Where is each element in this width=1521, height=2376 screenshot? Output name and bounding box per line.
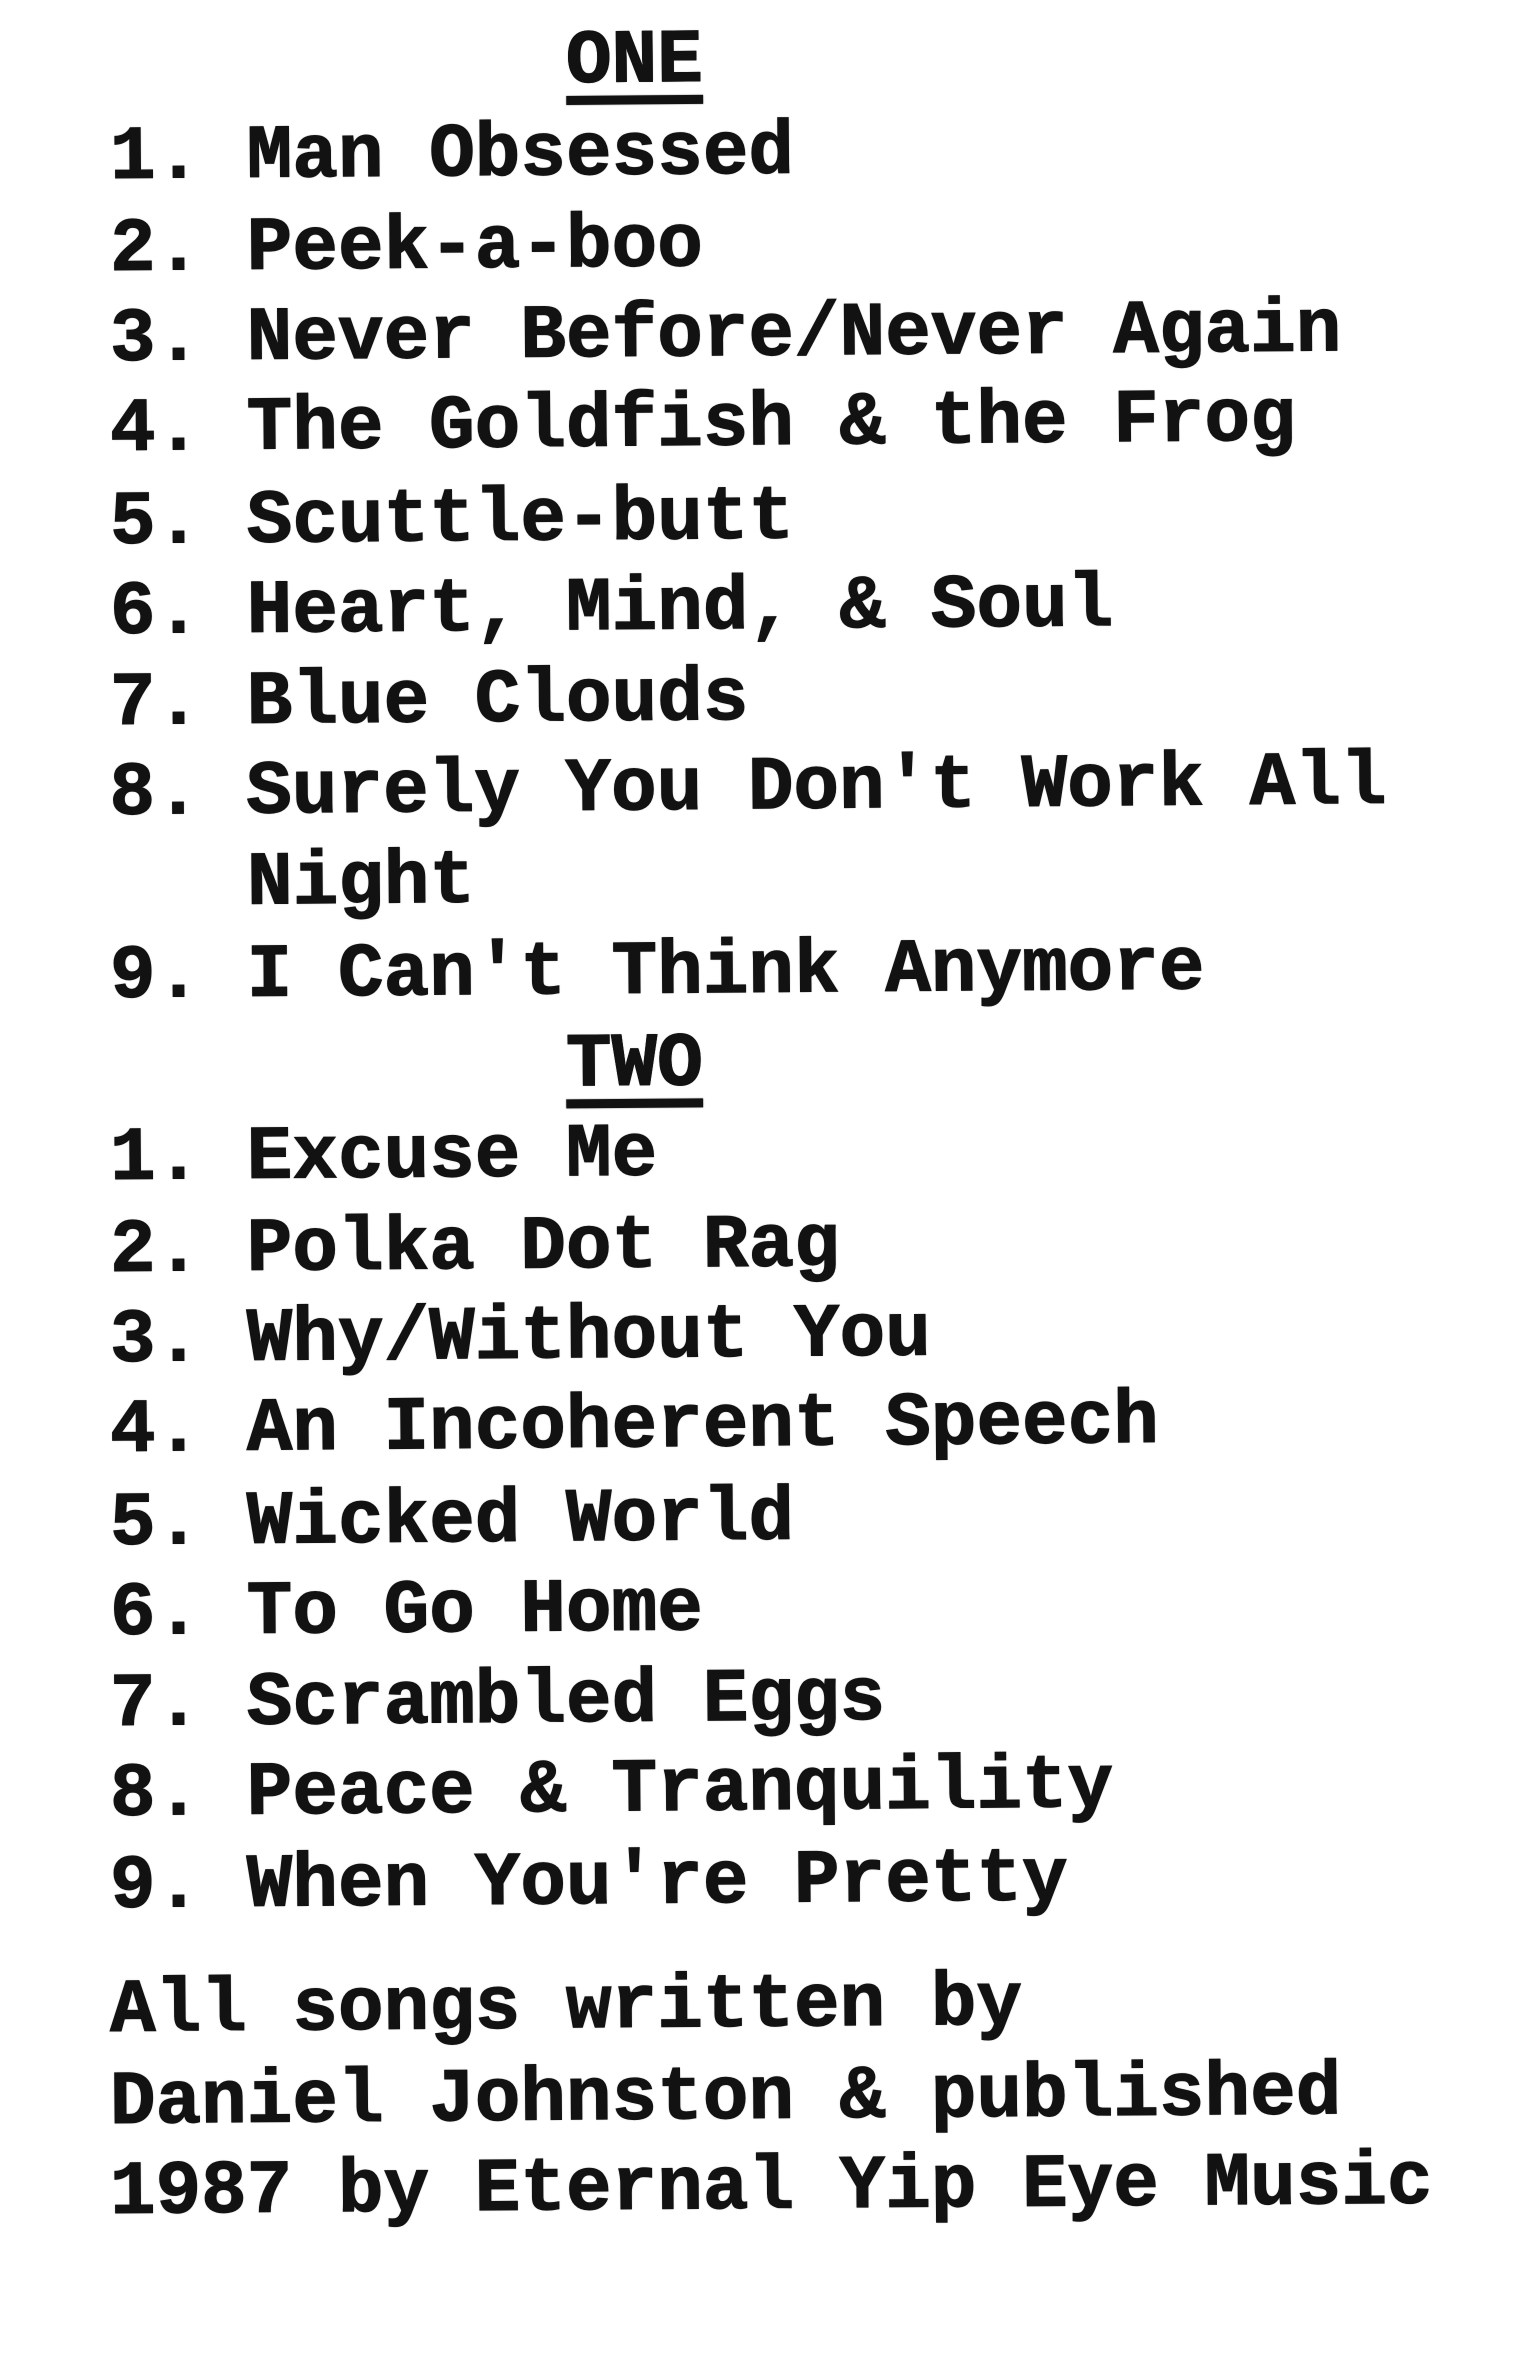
side-two-heading-row [110, 1013, 1521, 1115]
track-number: 4. [109, 386, 202, 473]
track-row [110, 1374, 1521, 1477]
track-title: Peace & Tranquility [246, 1743, 1114, 1837]
track-number: 4. [109, 1387, 202, 1474]
track-number: 6. [109, 1570, 202, 1657]
track-title: Polka Dot Rag [246, 1202, 840, 1293]
track-title: Scuttle-butt [246, 474, 795, 565]
track-number: 7. [109, 660, 202, 747]
track-row [110, 1468, 1521, 1570]
side-two-track-list [109, 1111, 1521, 1933]
track-row [110, 373, 1521, 476]
side-one-heading-row [110, 9, 1521, 112]
track-title: Surely You Don't Work All Night [245, 739, 1387, 927]
track-number: 8. [109, 750, 202, 838]
track-number: 9. [109, 1843, 202, 1930]
track-number: 1. [109, 1115, 202, 1202]
credit-line: Daniel Johnston & published [109, 2050, 1342, 2146]
track-title: Blue Clouds [246, 655, 749, 746]
track-number: 8. [109, 1751, 202, 1838]
track-title: Heart, Mind, & Soul [246, 562, 1114, 655]
publishing-credits [109, 1960, 1521, 2239]
track-row [110, 102, 1521, 204]
track-number: 2. [109, 206, 202, 293]
track-row [110, 1649, 1521, 1751]
track-number: 3. [109, 296, 202, 383]
track-title: Peek-a-boo [246, 202, 704, 292]
track-number: 2. [109, 1207, 202, 1294]
track-row [109, 737, 1521, 931]
track-number: 5. [109, 1480, 202, 1567]
track-row [110, 1831, 1521, 1933]
track-title: When You're Pretty [246, 1836, 1068, 1929]
track-number: 3. [109, 1297, 202, 1384]
track-row [110, 648, 1521, 750]
track-row [110, 1738, 1521, 1841]
track-title: To Go Home [246, 1566, 704, 1656]
credit-line: All songs written by [109, 1960, 1023, 2054]
track-title: Never Before/Never Again [246, 287, 1342, 382]
track-title: The Goldfish & the Frog [246, 376, 1297, 472]
track-title: Scrambled Eggs [246, 1655, 886, 1747]
track-row [110, 1285, 1521, 1387]
track-number: 7. [109, 1661, 202, 1748]
track-title: Excuse Me [246, 1111, 658, 1201]
track-row [110, 1558, 1521, 1660]
credit-line: 1987 by Eternal Yip Eye Music [109, 2139, 1433, 2236]
side-one-track-list [109, 109, 1521, 1023]
track-row [110, 557, 1521, 659]
track-number: 1. [109, 114, 202, 201]
track-title: I Can't Think Anymore [246, 925, 1205, 1019]
track-row [110, 921, 1521, 1023]
track-row [110, 194, 1521, 296]
track-row [110, 284, 1521, 386]
side-two-heading: TWO [565, 1021, 704, 1109]
track-row [110, 1195, 1521, 1297]
track-title: Man Obsessed [246, 109, 795, 200]
track-title: Why/Without You [246, 1291, 932, 1383]
track-number: 9. [109, 933, 202, 1020]
track-number: 5. [109, 479, 202, 566]
track-number: 6. [109, 569, 202, 656]
track-title: An Incoherent Speech [246, 1378, 1160, 1473]
track-row [110, 467, 1521, 569]
track-row [110, 1103, 1521, 1205]
track-title: Wicked World [246, 1475, 795, 1566]
side-one-heading: ONE [565, 17, 704, 106]
